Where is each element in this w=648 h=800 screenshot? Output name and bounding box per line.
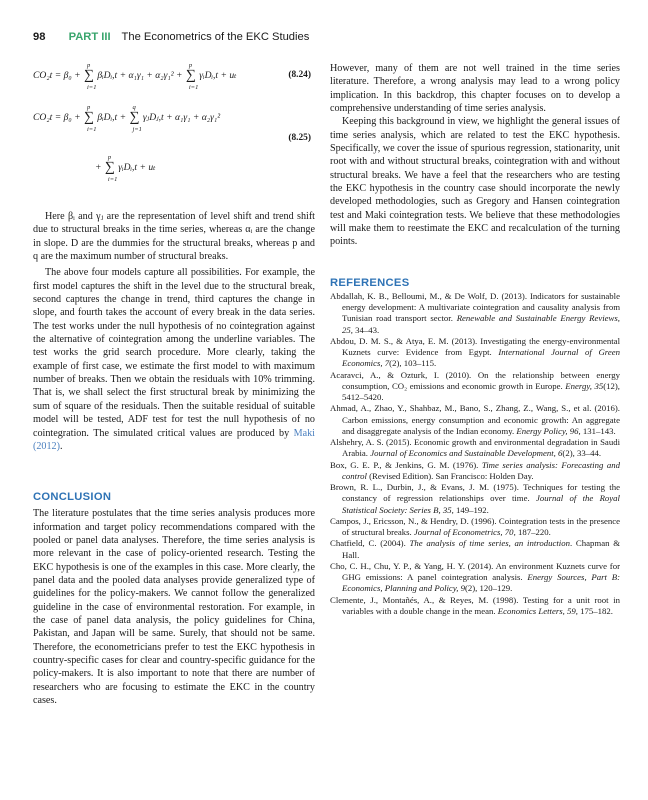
- equation-number: (8.25): [288, 133, 311, 143]
- section-heading-references: REFERENCES: [330, 276, 410, 289]
- equation-term: βᵢDᵢ,t + α₁γ₁ + α₂γ₁² +: [97, 70, 183, 81]
- reference-entry: Cho, C. H., Chu, Y. P., & Yang, H. Y. (2014). An environment Kuznets curve for GHG emissions: A panel cointegration analysis. Energy Sources, Part B: Economics, Planning and Policy, 9(2), 120–129.: [330, 560, 621, 594]
- right-column: [330, 62, 620, 617]
- equation-number: (8.24): [288, 70, 311, 80]
- equation-term: +: [95, 162, 102, 173]
- page-header: [33, 31, 618, 49]
- reference-list: [330, 291, 620, 617]
- reference-entry: Ahmad, A., Zhao, Y., Shahbaz, M., Bano, S., Zhang, Z., Wang, S., et al. (2016). Carbon emissions, energy consumption and economic growth: An aggregate and disaggregate analysis of the Indian economy. Energy Policy, 96, 131–143.: [330, 403, 620, 436]
- reference-entry: Brown, R. L., Durbin, J., & Evans, J. M. (1975). Techniques for testing the constancy of regression relationships over time. Journal of the Royal Statistical Society: Series B, 35, 149–192.: [330, 482, 620, 515]
- equation-lhs: CO₂t = β₀ +: [33, 112, 81, 123]
- section-heading-conclusion: CONCLUSION: [33, 491, 112, 504]
- reference-entry: Campos, J., Ericsson, N., & Hendry, D. (1996). Cointegration tests in the presence of structural breaks. Journal of Econometrics, 70, 187–220.: [330, 515, 620, 538]
- summation: ∑ p i=1: [84, 103, 97, 133]
- reference-entry: Clemente, J., Montañés, A., & Reyes, M. (1998). Testing for a unit root in variables with a double change in the mean. Economics Letters, 59, 175–182.: [330, 594, 620, 616]
- summation: ∑ q j=1: [129, 103, 142, 133]
- running-title: The Econometrics of the EKC Studies: [121, 31, 310, 43]
- reference-entry: Acaravci, A., & Ozturk, I. (2010). On the relationship between energy consumption, CO₂ emissions and economic growth in Europe. Energy, 35(12), 5412–5420.: [330, 369, 620, 403]
- reference-entry: Chatfield, C. (2004). The analysis of time series, an introduction. Chapman & Hall.: [330, 538, 621, 560]
- reference-entry: Box, G. E. P., & Jenkins, G. M. (1976). Time series analysis: Forecasting and control (Revised Edition). San Francisco: Holden Day.: [330, 459, 620, 481]
- equation-8-24: [33, 62, 315, 100]
- equation-lhs: CO₂t = β₀ +: [33, 70, 81, 81]
- body-paragraph: Keeping this background in view, we highlight the general issues of time series analysis, which are related to test the EKC hypothesis. Specifically, we cover the issue of spurious regression, stationarity, unit root with and without structural breaks, cointegration with and without structural breaks. We have a feel that the researchers who are testing the EKC hypothesis in the country case should incorporate the newly developed methodologies, such as Gregory and Hansen cointegration test and Maki cointegration tests. We believe that these methodologies will make them to reestimate the EKC and recalculation of the turning points.: [330, 116, 620, 248]
- equation-term: γᵢDᵢ,t + uₜ: [199, 70, 237, 81]
- equation-8-25: [33, 100, 315, 206]
- body-paragraph: Here βᵢ and γⱼ are the representation of level shift and trend shift due to structural breaks in the time series, whereas αᵢ are the change in slope. D are the dummies for the structural breaks, whereas p and q are the maximum number of structural breaks.: [33, 211, 315, 263]
- reference-entry: Abdou, D. M. S., & Atya, E. M. (2013). Investigating the energy-environmental Kuznets curve: Evidence from Egypt. International Journal of Green Economics, 7(2), 103–115.: [330, 335, 621, 369]
- page-number: 98: [33, 31, 46, 43]
- reference-entry: Alshehry, A. S. (2015). Economic growth and environmental degradation in Saudi Arabia. Journal of Economics and Sustainable Development, 6(2), 33–44.: [330, 437, 620, 459]
- left-column: [33, 62, 315, 707]
- summation: ∑ p i=1: [84, 61, 97, 91]
- body-paragraph: The literature postulates that the time series analysis produces more information and target policy recommendations compared with the pooled or panel data analyses. Therefore, the time series analysis is more relevant in the case of policy-oriented research. Testing the EKC hypothesis is one of the examples in this case. More clearly, the panel data and the pooled data analyses provide generalized type of guidelines for the policy-makers. We cannot follow the generalized guideline in the case of environmental restoration. For example, in the case of panel data analysis, the policy guidelines for China, Pakistan, and Japan will be same. Surely, that should not be same. Therefore, the econometricians prefer to test the EKC hypothesis in country-specific cases for clear and country-specific guidance for the policy-makers. It is also important to note that there are number of researchers who are focusing to estimate the EKC in the country cases.: [33, 508, 315, 706]
- summation: ∑ p i=1: [104, 153, 118, 183]
- equation-term: βᵢDᵢ,t +: [97, 112, 127, 123]
- equation-term: γⱼDⱼ,t + α₁γ₁ + α₂γ₁²: [142, 112, 221, 123]
- equation-term: γᵢDᵢ,t + uₜ: [118, 162, 156, 173]
- summation: ∑ p i=1: [185, 61, 199, 91]
- reference-entry: Abdallah, K. B., Belloumi, M., & De Wolf, D. (2013). Indicators for sustainable energy development: A multivariate cointegration and causality analysis from Tunisian road transport sector. Renewable and Sustainable Energy Reviews, 25, 34–43.: [330, 290, 620, 335]
- part-label: PART III: [68, 31, 111, 43]
- citation-link[interactable]: Maki (2012): [33, 427, 315, 452]
- body-paragraph: However, many of them are not well trained in the time series literature. Therefore, a wrong analysis may lead to a wrong policy implication. In this backdrop, this chapter focuses on to develop a comprehensive understanding of time series analysis.: [330, 63, 620, 115]
- body-paragraph: The above four models capture all possibilities. For example, the first model captures the shift in the level due to the structural break, second captures the change in trend, third captures the change in slope, and fourth takes the account of every break in the data series. The test works under the null hypothesis of no cointegration against the alternative of cointegration among the underline variables. The test works the grid search procedure. More clearly, taking the example of first case, we estimate the first model to with maximum number of breaks. Then we obtain the residuals with 10% trimming. That is, we shall select the first structural break by minimizing the sum of square of the residuals. Then the suitable residual of suitable model will be tested, ADF test for test the null hypothesis of no cointegration. The simulated critical values are produced by Maki (2012).: [33, 267, 315, 452]
